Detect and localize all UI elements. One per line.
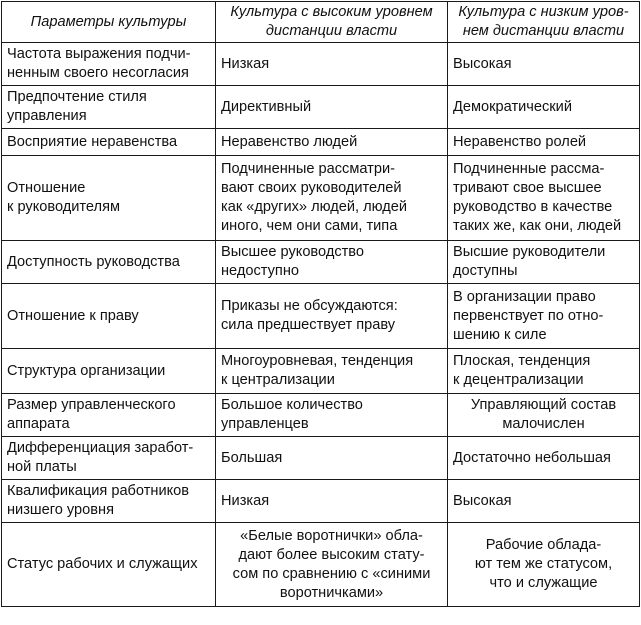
high-distance-cell: Многоуровневая, тенденция к централизации: [216, 349, 448, 394]
table-row: [2, 523, 640, 607]
low-distance-cell: Демократический: [448, 86, 640, 129]
table-row: [2, 437, 640, 480]
parameter-cell: Частота выражения подчи- ненным своего несогласия: [2, 43, 216, 86]
low-distance-cell: Неравенство ролей: [448, 129, 640, 156]
parameter-cell: Предпочтение стиля управления: [2, 86, 216, 129]
table-row: [2, 349, 640, 394]
low-distance-cell: Высокая: [448, 43, 640, 86]
low-distance-cell: Плоская, тенденция к децентрализации: [448, 349, 640, 394]
parameter-cell: Дифференциация заработ- ной платы: [2, 437, 216, 480]
low-distance-cell: Достаточно небольшая: [448, 437, 640, 480]
header-low-power-distance: Культура с низким уров- нем дистанции власти: [448, 2, 640, 43]
high-distance-cell: Высшее руководство недоступно: [216, 241, 448, 284]
parameter-cell: Квалификация работников низшего уровня: [2, 480, 216, 523]
table-row: [2, 394, 640, 437]
header-high-power-distance: Культура с высоким уровнем дистанции власти: [216, 2, 448, 43]
low-distance-cell: Подчиненные рассма- тривают свое высшее руководство в качестве таких же, как они, людей: [448, 156, 640, 241]
parameter-cell: Отношение к руководителям: [2, 156, 216, 241]
high-distance-cell: Низкая: [216, 43, 448, 86]
table-row: [2, 241, 640, 284]
low-distance-cell: В организации право первенствует по отно- шению к силе: [448, 284, 640, 349]
high-distance-cell: Большое количество управленцев: [216, 394, 448, 437]
low-distance-cell: Рабочие облада- ют тем же статусом, что и служащие: [448, 523, 640, 607]
high-distance-cell: Большая: [216, 437, 448, 480]
table-row: [2, 284, 640, 349]
low-distance-cell: Высшие руководители доступны: [448, 241, 640, 284]
parameter-cell: Статус рабочих и служащих: [2, 523, 216, 607]
header-parameters: Параметры культуры: [2, 2, 216, 43]
high-distance-cell: Приказы не обсуждаются: сила предшествует праву: [216, 284, 448, 349]
high-distance-cell: Низкая: [216, 480, 448, 523]
table-body: [2, 43, 640, 607]
table-row: [2, 43, 640, 86]
parameter-cell: Отношение к праву: [2, 284, 216, 349]
parameter-cell: Восприятие неравенства: [2, 129, 216, 156]
parameter-cell: Размер управленческого аппарата: [2, 394, 216, 437]
high-distance-cell: «Белые воротнички» обла- дают более высоким стату- сом по сравнению с «синими воротничками»: [216, 523, 448, 607]
low-distance-cell: Управляющий состав малочислен: [448, 394, 640, 437]
table-row: [2, 480, 640, 523]
header-row: [2, 2, 640, 43]
table-row: [2, 86, 640, 129]
culture-comparison-table: [1, 1, 640, 607]
low-distance-cell: Высокая: [448, 480, 640, 523]
high-distance-cell: Директивный: [216, 86, 448, 129]
high-distance-cell: Подчиненные рассматри- вают своих руководителей как «других» людей, людей иного, чем они сами, типа: [216, 156, 448, 241]
table-row: [2, 156, 640, 241]
parameter-cell: Структура организации: [2, 349, 216, 394]
parameter-cell: Доступность руководства: [2, 241, 216, 284]
table-header: [2, 2, 640, 43]
table-row: [2, 129, 640, 156]
high-distance-cell: Неравенство людей: [216, 129, 448, 156]
